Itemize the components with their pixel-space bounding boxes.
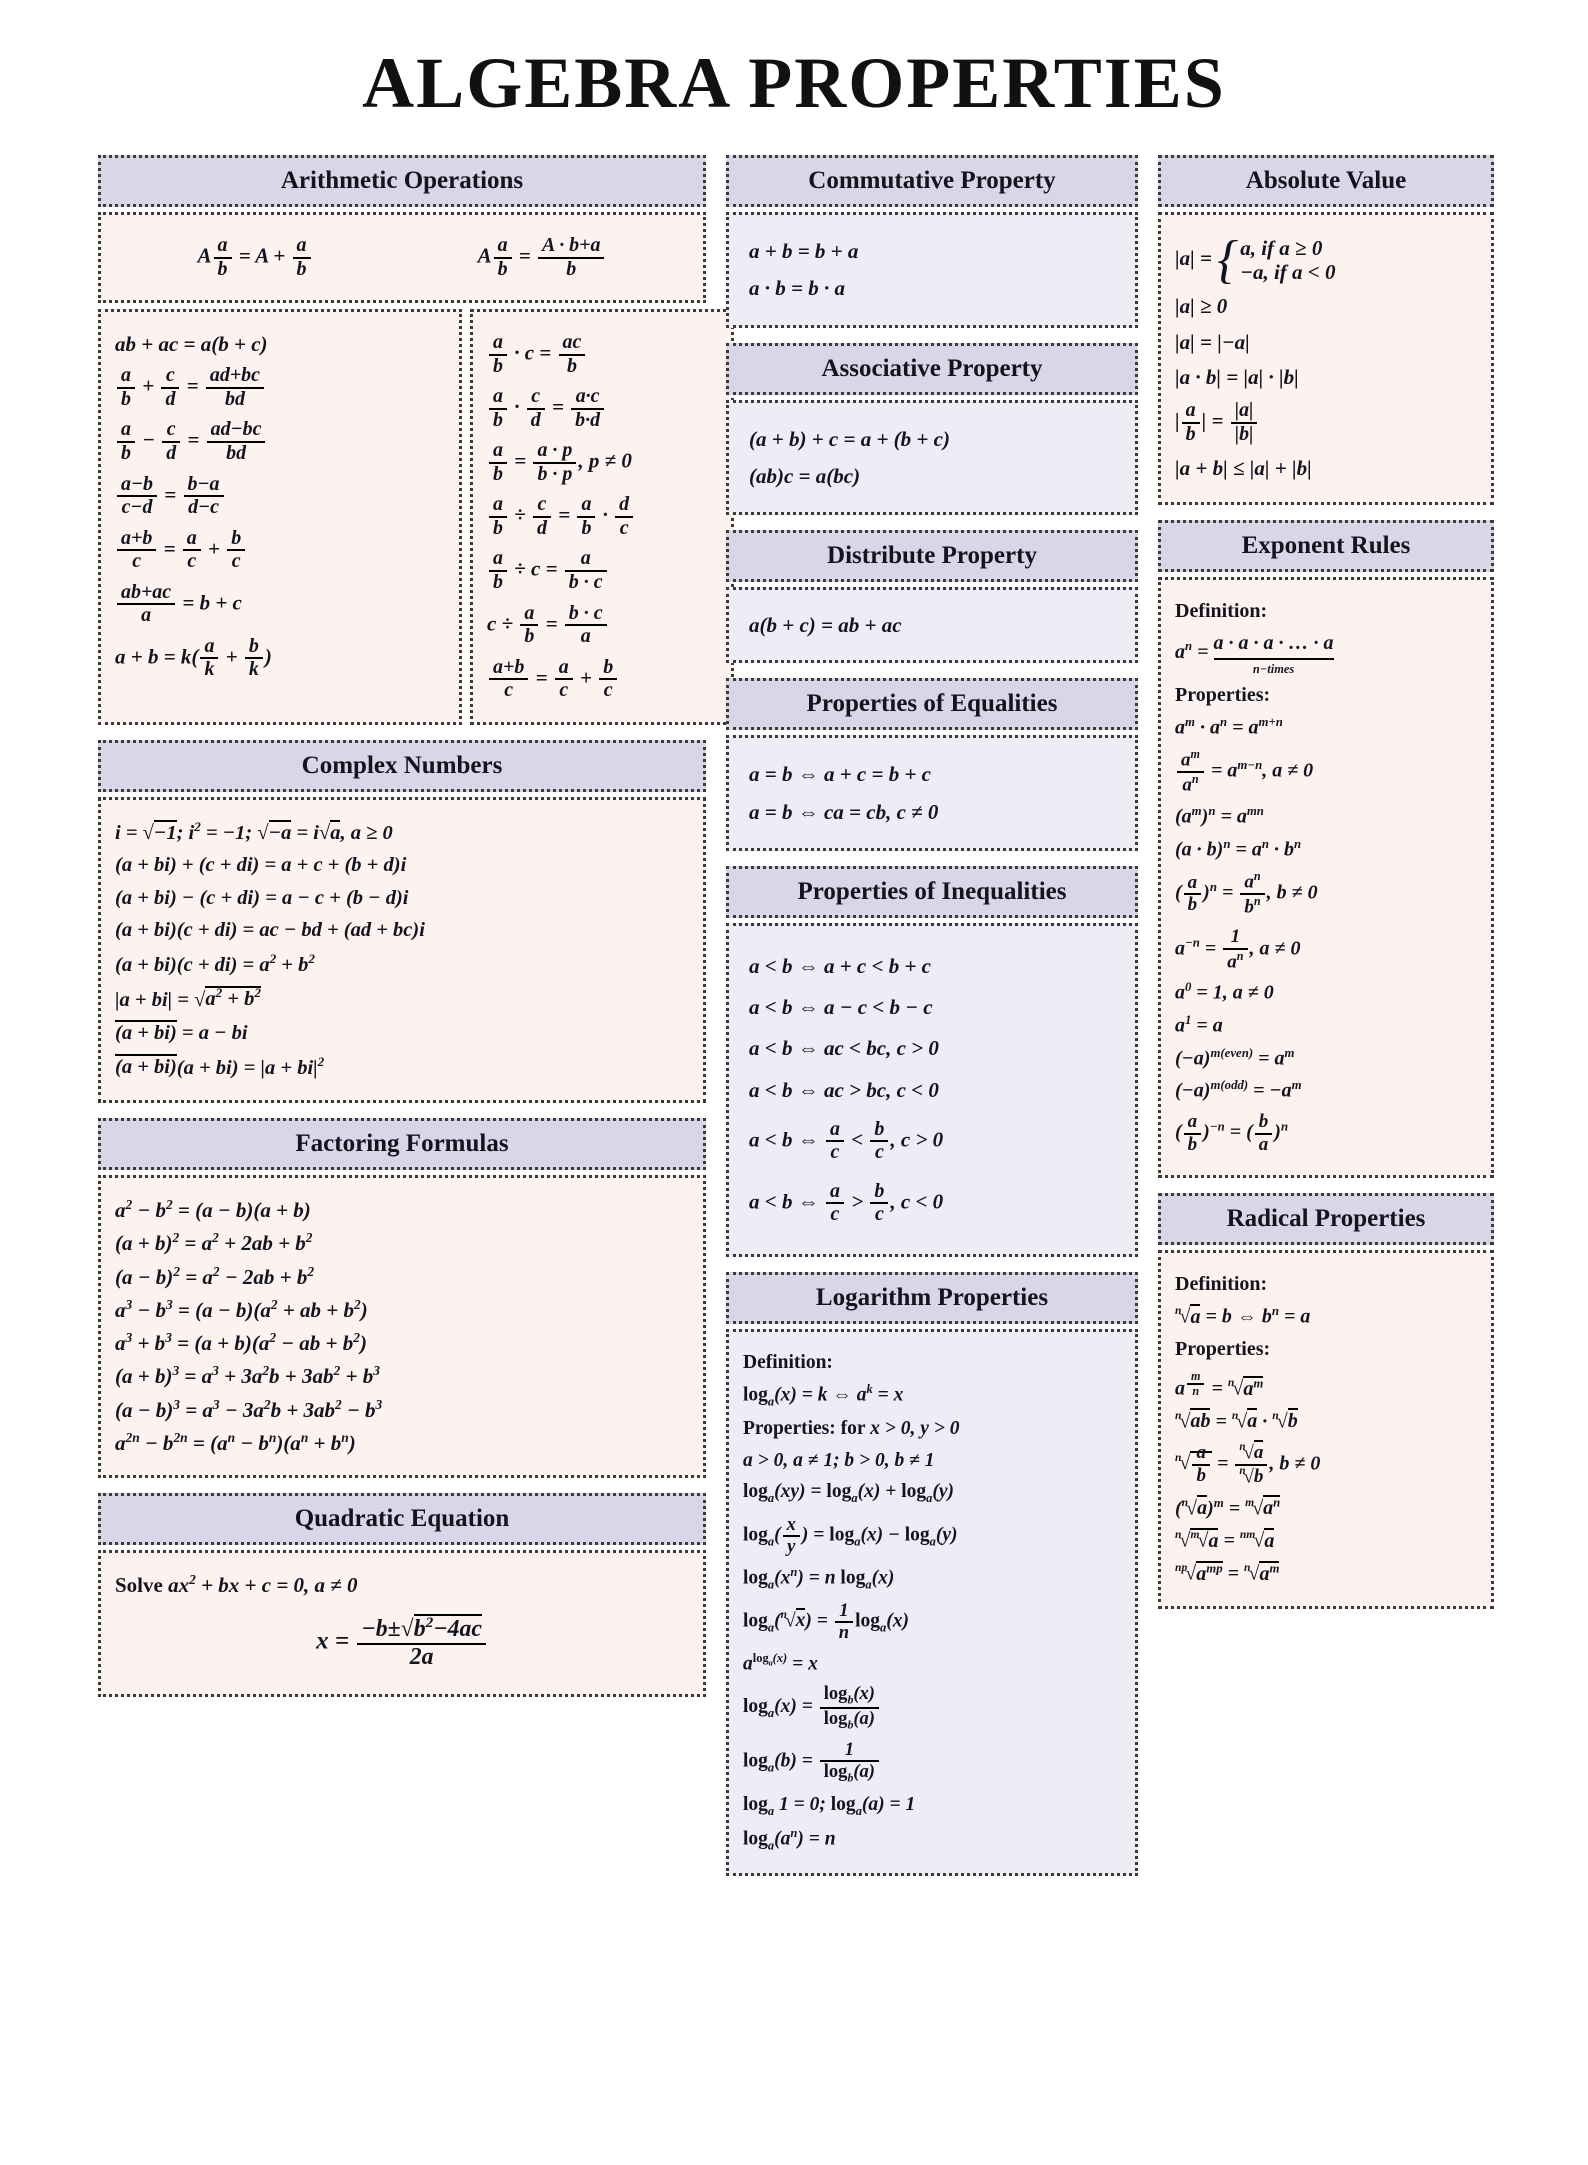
section-distribute-property xyxy=(726,530,1138,663)
formula-line: x = $\frac{-b\pm√b^2-4ac}{2a}$ xyxy=(115,1614,689,1671)
formula-line: (a + bi) = a − bi xyxy=(115,1021,248,1044)
arithmetic-left-list xyxy=(98,309,462,725)
arithmetic-right-list xyxy=(470,309,734,725)
formula-line: $^n$√$^m$√a = $^{nm}$√a xyxy=(1175,1528,1275,1553)
logarithm-list xyxy=(726,1329,1138,1876)
formula-line: $a^2 - b^2 = (a - b)(a + b)$ xyxy=(115,1197,311,1223)
section-logarithm-properties xyxy=(726,1272,1138,1876)
section-header: Distribute Property xyxy=(726,530,1138,582)
formula-line: a < b ⇔ ac > bc, c < 0 xyxy=(749,1077,939,1102)
distribute-list xyxy=(726,587,1138,663)
formula-line: a + b = b + a xyxy=(749,239,859,263)
formula-line: $\frac{a}{b}$ ÷ $\frac{c}{d}$ = $\frac{a}{b}$ · $\frac{d}{c}$ xyxy=(487,493,717,540)
formula-line: a < b ⇔ $\frac{a}{c}$ < $\frac{b}{c}$ , c > 0 xyxy=(749,1117,944,1164)
factoring-formulas-list xyxy=(98,1175,706,1478)
section-header: Factoring Formulas xyxy=(98,1118,706,1170)
formula-line: Definition: xyxy=(1175,1273,1268,1296)
section-header: Logarithm Properties xyxy=(726,1272,1138,1324)
formula-line: a = b ⇔ ca = cb, c ≠ 0 xyxy=(749,799,939,824)
arithmetic-subcolumns xyxy=(98,309,706,725)
formula-line: c ÷ $\frac{a}{b}$ = $\frac{b \cdot c}{a}$ xyxy=(487,602,717,649)
formula-line: (a + b) + c = a + (b + c) xyxy=(749,426,950,451)
formula-line: $(^n√a)^m = ^m√a^n$ xyxy=(1175,1495,1281,1520)
formula-line: |a| ≥ 0 xyxy=(1175,294,1228,319)
formula-line: $\frac{a}{b}$ + $\frac{c}{d}$ = $\frac{ad+bc}{bd}$ xyxy=(115,364,445,411)
formula-line: |a + b| ≤ |a| + |b| xyxy=(1175,456,1312,481)
formula-line: $a^3 - b^3 = (a - b)(a^2$ + ab + $b^2$) xyxy=(115,1296,368,1322)
formula-line: Properties: xyxy=(1175,683,1271,706)
equalities-list xyxy=(726,735,1138,851)
section-radical-properties xyxy=(1158,1193,1494,1609)
section-header: Commutative Property xyxy=(726,155,1138,207)
formula-line: $a^m \cdot a^n = a^{m+n}$ xyxy=(1175,714,1283,739)
formula-line: Properties: xyxy=(1175,1337,1271,1360)
formula-line: a · b = b · a xyxy=(749,276,845,301)
section-header: Exponent Rules xyxy=(1158,520,1494,572)
commutative-list xyxy=(726,212,1138,328)
page-title: ALGEBRA PROPERTIES xyxy=(362,43,1226,123)
formula-line: $(-a)^{m(odd)} = -a^m$ xyxy=(1175,1078,1302,1103)
formula-line: $(a + b)^2 = a^2 + 2ab + b^2$ xyxy=(115,1230,313,1256)
formula-line: (a + bi) + (c + di) = a + c + (b + d)i xyxy=(115,854,407,877)
formula-line: a = b ⇔ a + c = b + c xyxy=(749,762,932,787)
formula-line: (ab)c = a(bc) xyxy=(749,463,861,488)
formula-line: $(a^m)^n = a^{mn}$ xyxy=(1175,804,1264,828)
formula-line: $(a - b)^3 = a^3 - 3a^2b + 3ab^2 - b^3$ xyxy=(115,1396,383,1422)
formula-line: $\log_a(x) = k$ ⇔ $a^k = x$ xyxy=(743,1382,904,1409)
radical-properties-list xyxy=(1158,1250,1494,1609)
formula-line: $\frac{a+b}{c}$ = $\frac{a}{c}$ + $\frac{b}{c}$ xyxy=(115,527,445,574)
formula-line: $^n$√ $\frac{a}{b}$ = $\frac{^n√a}{^n√b}$ , b ≠ 0 xyxy=(1175,1441,1321,1488)
formula-line: $\log_a$( $\frac{x}{y}$ ) = $\log_a(x) - \log_a(y)$ xyxy=(743,1513,958,1557)
section-header: Radical Properties xyxy=(1158,1193,1494,1245)
section-arithmetic-operations xyxy=(98,155,706,725)
formula-line: $^{np}√a^{mp} = ^n√a^m$ xyxy=(1175,1561,1280,1585)
absolute-value-list xyxy=(1158,212,1494,505)
section-commutative-property xyxy=(726,155,1138,328)
formula-line: (a + bi) − (c + di) = a − c + (b − d)i xyxy=(115,886,409,909)
column-left xyxy=(98,155,706,1712)
section-complex-numbers xyxy=(98,740,706,1103)
formula-line: a(b + c) = ab + ac xyxy=(749,613,902,637)
formula-line: $\frac{a+b}{c}$ = $\frac{a}{c}$ + $\frac{b}{c}$ xyxy=(487,656,717,703)
formula-line: ( $\frac{a}{b}$ )$^{-n}$ = ( $\frac{b}{a}$ )$^n$ xyxy=(1175,1111,1289,1155)
formula-line: A $\frac{a}{b}$ = A + $\frac{a}{b}$ xyxy=(198,234,313,281)
formula-line: $|a + bi| = √a^2 + b^2$ xyxy=(115,985,261,1011)
section-header: Quadratic Equation xyxy=(98,1493,706,1545)
formula-line: |a| = |−a| xyxy=(1175,329,1250,354)
section-header: Complex Numbers xyxy=(98,740,706,792)
formula-line: $\frac{ab+ac}{a}$ = b + c xyxy=(115,581,445,628)
quadratic-equation-list xyxy=(98,1550,706,1696)
formula-line: $a^n$ = a · a · a · … · a n−times xyxy=(1175,632,1334,677)
formula-line: $\frac{a}{b}$ ÷ c = $\frac{a}{b \cdot c}$ xyxy=(487,547,717,594)
formula-line: $(a + bi)(a + bi) = |a + bi|^2$ xyxy=(115,1053,325,1079)
formula-line: $\log_a(a^n) = n$ xyxy=(743,1826,836,1853)
formula-line: Definition: xyxy=(743,1351,833,1373)
formula-line: Solve $ax^2$ + bx + c = 0, a ≠ 0 xyxy=(115,1572,358,1598)
formula-line: $(a + bi)(c + di) = a^2 + b^2$ xyxy=(115,951,315,976)
formula-line: a < b ⇔ ac < bc, c > 0 xyxy=(749,1036,939,1061)
formula-line: $\frac{a^m}{a^n}$ = $a^{m-n}$, a ≠ 0 xyxy=(1175,747,1477,797)
section-header: Associative Property xyxy=(726,343,1138,395)
formula-line: $a^3 + b^3 = (a + b)(a^2$ − ab + $b^2$) xyxy=(115,1330,367,1356)
formula-line: $\log_a(x^n) = n$ $\log_a(x)$ xyxy=(743,1564,895,1591)
section-header: Absolute Value xyxy=(1158,155,1494,207)
formula-line: $\frac{a}{b}$ · $\frac{c}{d}$ = $\frac{a\cdot c}{b\cdot d}$ xyxy=(487,385,717,432)
section-absolute-value xyxy=(1158,155,1494,505)
formula-line: $\frac{a}{b}$ = $\frac{a \cdot p}{b \cdot p}$ , p ≠ 0 xyxy=(487,439,717,486)
formula-line: |a| = { a, if a ≥ 0 −a, if a < 0 xyxy=(1175,230,1336,289)
formula-line: $(a + b)^3 = a^3 + 3a^2b + 3ab^2 + b^3$ xyxy=(115,1363,380,1389)
formula-line: a + b = k( $\frac{a}{k}$ + $\frac{b}{k}$ ) xyxy=(115,634,272,681)
column-middle xyxy=(726,155,1138,1891)
formula-line: A $\frac{a}{b}$ = $\frac{A \cdot b+a}{b}$ xyxy=(478,234,607,281)
formula-line: a < b ⇔ $\frac{a}{c}$ > $\frac{b}{c}$ , c < 0 xyxy=(749,1179,944,1226)
formula-line: $\frac{a}{b}$ · c = $\frac{ac}{b}$ xyxy=(487,331,717,378)
formula-line: $a^{log_a(x)} = x$ xyxy=(743,1650,818,1675)
formula-line: ( $\frac{a}{b}$ )$^n$ = $\frac{a^n}{b^n}$ , b ≠ 0 xyxy=(1175,869,1318,918)
formula-line: $a^{2n} - b^{2n} = (a^n - b^n)(a^n + b^n)$ xyxy=(115,1429,356,1455)
formula-line: a $^{\frac{m}{n}}$ = $^n√a^m$ xyxy=(1175,1368,1264,1400)
formula-line: $\log_a(xy) = \log_a(x) + \log_a(y)$ xyxy=(743,1481,954,1505)
section-header: Properties of Equalities xyxy=(726,678,1138,730)
inequalities-list xyxy=(726,923,1138,1257)
formula-line: a > 0, a ≠ 1; b > 0, b ≠ 1 xyxy=(743,1449,935,1471)
formula-line: a < b ⇔ a − c < b − c xyxy=(749,995,933,1019)
formula-line: Definition: xyxy=(1175,600,1268,623)
section-associative-property xyxy=(726,343,1138,516)
formula-line: (a + bi)(c + di) = ac − bd + (ad + bc)i xyxy=(115,919,425,942)
exponent-rules-list xyxy=(1158,577,1494,1178)
formula-line: $^n$√ab = $^n$√a · $^n$√b xyxy=(1175,1408,1298,1433)
section-header: Properties of Inequalities xyxy=(726,866,1138,918)
section-properties-of-equalities xyxy=(726,678,1138,851)
formula-line: $\frac{a}{b}$ − $\frac{c}{d}$ = $\frac{ad-bc}{bd}$ xyxy=(115,418,445,465)
section-quadratic-equation xyxy=(98,1493,706,1696)
formula-line: a < b ⇔ a + c < b + c xyxy=(749,953,932,978)
formula-line: ab + ac = a(b + c) xyxy=(115,332,268,357)
formula-line: $(a - b)^2 = a^2 - 2ab + b^2$ xyxy=(115,1263,315,1289)
section-factoring-formulas xyxy=(98,1118,706,1478)
formula-line: |a · b| = |a| · |b| xyxy=(1175,364,1299,389)
formula-line: Properties: for x > 0, y > 0 xyxy=(743,1418,960,1440)
columns-container xyxy=(98,155,1548,1891)
section-properties-of-inequalities xyxy=(726,866,1138,1257)
formula-line: | $\frac{a}{b}$ | = $\frac{|a|}{|b|}$ xyxy=(1175,399,1477,446)
formula-line: $a^1 = a$ xyxy=(1175,1013,1223,1037)
formula-line: $a^{-n}$ = $\frac{1}{a^n}$ , a ≠ 0 xyxy=(1175,926,1301,972)
formula-line: $\log_a(^n√x)$ = $\frac{1}{n}$ $\log_a(x)$ xyxy=(743,1599,909,1643)
formula-line: $(a \cdot b)^n = a^n \cdot b^n$ xyxy=(1175,836,1302,861)
formula-line: $^n$√a = b ⇔ $b^n = a$ xyxy=(1175,1304,1311,1328)
column-right xyxy=(1158,155,1494,1624)
formula-line: $a^0 = 1$, a ≠ 0 xyxy=(1175,980,1274,1005)
section-exponent-rules xyxy=(1158,520,1494,1178)
formula-line: i = √−1; $i^2 = -1$; √−a = i√a, a ≥ 0 xyxy=(115,818,393,844)
associative-list xyxy=(726,400,1138,516)
formula-line: $(-a)^{m(even)} = a^m$ xyxy=(1175,1045,1295,1070)
arithmetic-top-row xyxy=(98,212,706,303)
complex-numbers-list xyxy=(98,797,706,1103)
section-header: Arithmetic Operations xyxy=(98,155,706,207)
formula-line: $\log_a(x)$ = $\frac{\log_b(x)}{\log_b(a)}$ xyxy=(743,1683,1121,1732)
formula-line: $\log_a 1 = 0$; $\log_a(a) = 1$ xyxy=(743,1793,916,1818)
formula-line: $\log_a(b)$ = $\frac{1}{\log_b(a)}$ xyxy=(743,1739,1121,1786)
formula-line: $\frac{a-b}{c-d}$ = $\frac{b-a}{d-c}$ xyxy=(115,473,445,520)
